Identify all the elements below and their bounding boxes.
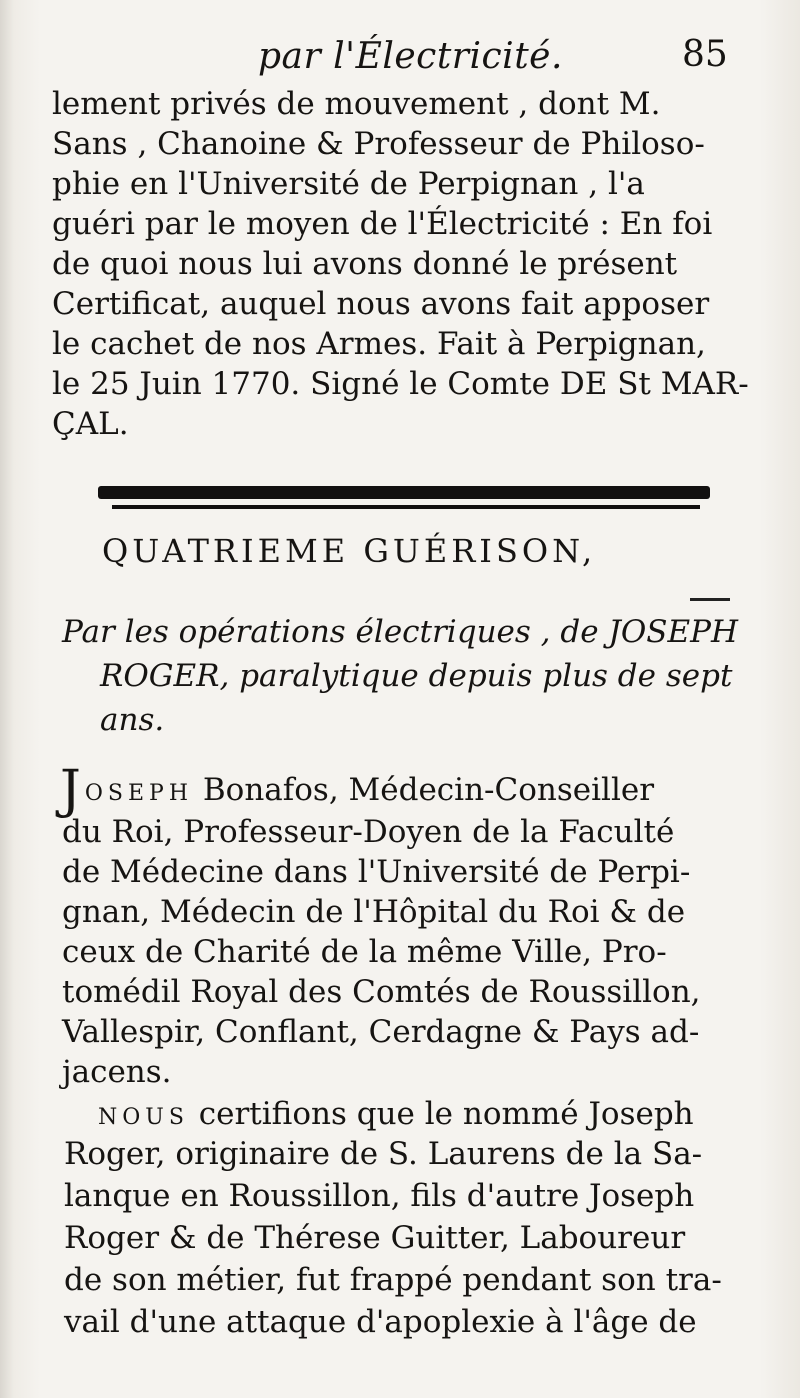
- small-caps-word: OSEPH: [84, 781, 194, 806]
- paragraph-line: tomédil Royal des Comtés de Roussillon,: [62, 974, 701, 1010]
- certificate-line: lement privés de mouvement , dont M.: [52, 86, 661, 122]
- paragraph-first-line: [98, 1094, 694, 1138]
- page-number: 85: [682, 34, 728, 75]
- paragraph-line: ceux de Charité de la même Ville, Pro-: [62, 934, 667, 970]
- certificate-line: Sans , Chanoine & Professeur de Philoso-: [52, 126, 705, 162]
- certificate-line: le cachet de nos Armes. Fait à Perpignan,: [52, 326, 706, 362]
- certificate-line: Certificat, auquel nous avons fait apposer: [52, 286, 710, 322]
- small-caps-word: NOUS: [98, 1105, 189, 1130]
- ornament-dash: [690, 598, 730, 601]
- page-header: [0, 30, 800, 80]
- line-text: certifions que le nommé Joseph: [198, 1096, 694, 1132]
- certificate-line: de quoi nous lui avons donné le présent: [52, 246, 678, 282]
- paragraph-line: Vallespir, Conflant, Cerdagne & Pays ad-: [62, 1014, 700, 1050]
- paragraph-line: jacens.: [62, 1054, 172, 1090]
- paragraph-line: lanque en Roussillon, fils d'autre Joseph: [64, 1178, 695, 1214]
- section-subtitle-line: Par les opérations électriques , de JOSEPH: [62, 614, 738, 650]
- certificate-line: ÇAL.: [52, 406, 129, 442]
- paragraph-line: du Roi, Professeur-Doyen de la Faculté: [62, 814, 675, 850]
- section-subtitle-line: ROGER, paralytique depuis plus de sept: [100, 658, 733, 694]
- paragraph-line: de son métier, fut frappé pendant son tra-: [64, 1262, 722, 1298]
- paragraph-line: gnan, Médecin de l'Hôpital du Roi & de: [62, 894, 686, 930]
- paragraph-line: Roger & de Thérese Guitter, Laboureur: [64, 1220, 686, 1256]
- paragraph-first-line: [60, 760, 655, 820]
- section-subtitle-line: ans.: [100, 702, 165, 738]
- paragraph-line: vail d'une attaque d'apoplexie à l'âge de: [64, 1304, 697, 1340]
- ornamental-rule: [98, 486, 710, 499]
- paragraph-line: de Médecine dans l'Université de Perpi-: [62, 854, 691, 890]
- line-text: Bonafos, Médecin-Conseiller: [202, 772, 655, 808]
- certificate-line: phie en l'Université de Perpignan , l'a: [52, 166, 645, 202]
- section-title: QUATRIEME GUÉRISON,: [102, 532, 597, 570]
- drop-cap: J: [60, 760, 81, 820]
- paragraph-line: Roger, originaire de S. Laurens de la Sa-: [64, 1136, 703, 1172]
- certificate-line: le 25 Juin 1770. Signé le Comte DE St MAR-: [52, 366, 749, 402]
- running-head: par l'Électricité.: [258, 36, 563, 77]
- certificate-line: guéri par le moyen de l'Électricité : En foi: [52, 206, 713, 242]
- ornamental-rule-thin: [112, 505, 700, 509]
